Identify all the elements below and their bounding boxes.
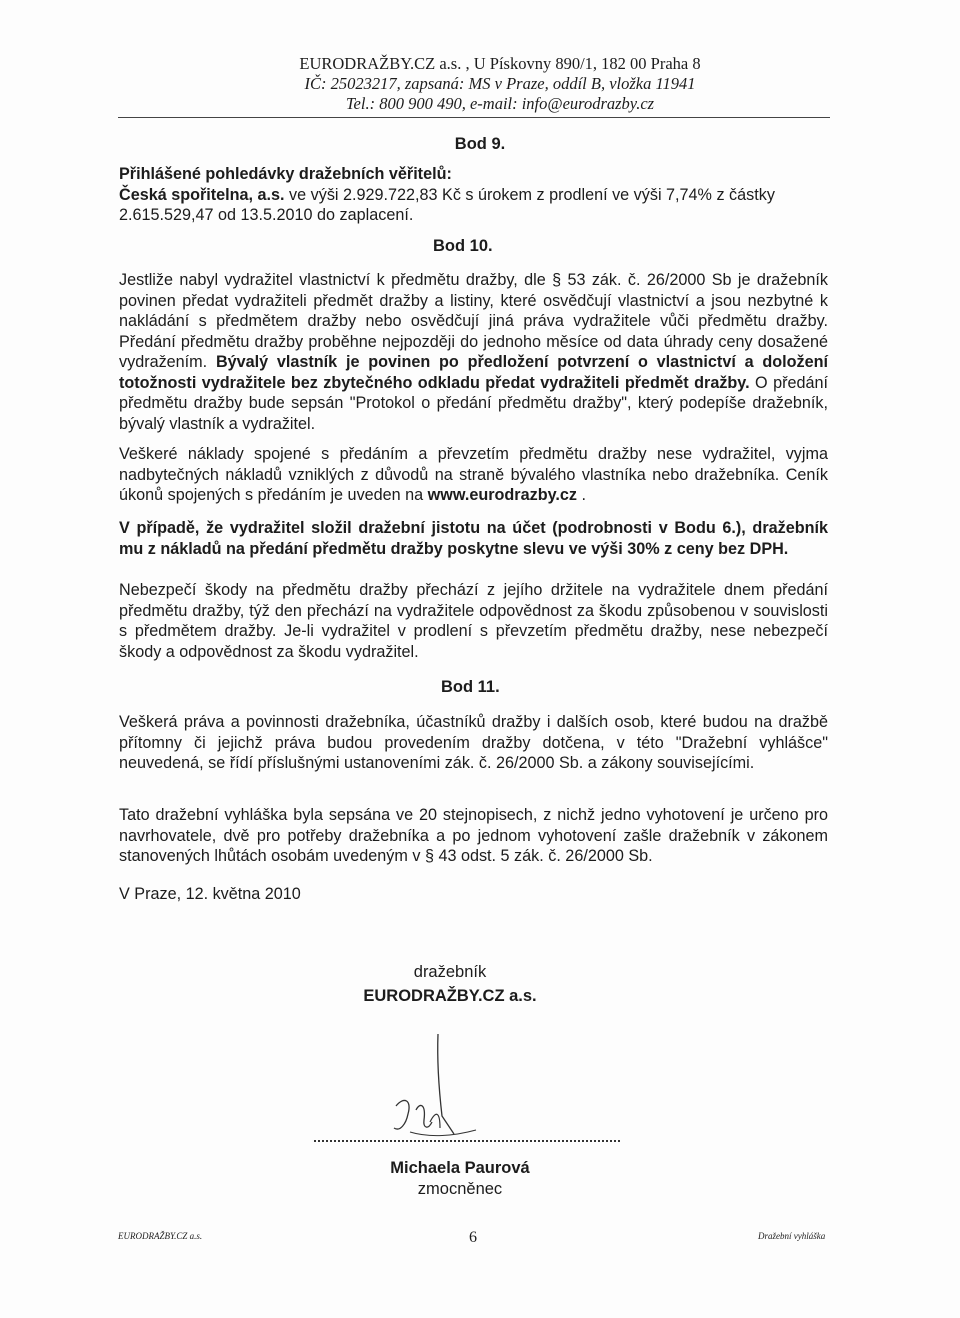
bod10-bold-clause: Bývalý vlastník je povinen po předložení potvrzení o vlastnictví a doložení totožnosti vydražitele bez zbytečného odkladu předat vydražiteli předmět dražby.: [119, 353, 828, 392]
footer-company: EURODRAŽBY.CZ a.s.: [118, 1231, 203, 1241]
signature-role: dražebník: [413, 963, 487, 981]
page-number: 6: [469, 1229, 477, 1246]
section-title-bod9: Bod 9.: [454, 135, 506, 153]
bod10-risk-paragraph: Nebezpečí škody na předmětu dražby přechází z jejího držitele na vydražitele dnem předání předmětu dražby, týž den přechází na vydražitele odpovědnost za škodu způsobenou v souvislosti s předmětem dražby. Je-li vydražitel v prodlení s převzetím předmětu dražby, nese nebezpečí škody a odpovědnost za škodu vydražitel.: [119, 581, 828, 661]
section-title-bod11: Bod 11.: [441, 678, 500, 696]
creditor-line-1: [119, 185, 828, 206]
bod11-paragraph-1: Veškerá práva a povinnosti dražebníka, účastníků dražby i dalších osob, které budou na dražbě přítomny či jejichž práva budou provedením dražby dotčena, v této "Dražební vyhlášce" neuvedená, se řídí příslušnými ustanoveními zák. č. 26/2000 Sb. a zákony souvisejícími.: [119, 713, 828, 772]
website-link[interactable]: www.eurodrazby.cz: [427, 486, 577, 504]
footer-document-title: Dražební vyhláška: [758, 1231, 826, 1241]
section-title-bod10: Bod 10.: [433, 237, 493, 255]
creditor-line-2: 2.615.529,47 od 13.5.2010 do zaplacení.: [119, 206, 414, 224]
bod10-discount-paragraph: V případě, že vydražitel složil dražební jistotu na účet (podrobnosti v Bodu 6.), dražebník mu z nákladů na předání předmětu dražby poskytne slevu ve výši 30% z ceny bez DPH.: [119, 519, 828, 558]
place-and-date: V Praze, 12. května 2010: [119, 885, 301, 903]
header-rule: [118, 117, 830, 118]
creditors-heading: Přihlášené pohledávky dražebních věřitelů:: [119, 165, 452, 183]
signatory-title: zmocněnec: [417, 1180, 503, 1198]
bod10-paragraph-2: Veškeré náklady spojené s předáním a převzetím předmětu dražby nese vydražitel, vyjma nadbytečných nákladů vzniklých z důvodů na straně bývalého vlastníka nebo dražebníka. Ceník úkonů spojených s předáním je uveden na www.eurodrazby.cz .: [119, 445, 828, 504]
signature-company: EURODRAŽBY.CZ a.s.: [363, 987, 537, 1005]
bod10-paragraph-1: Jestliže nabyl vydražitel vlastnictví k předmětu dražby, dle § 53 zák. č. 26/2000 Sb je dražebník povinen předat vydražiteli předmět dražby a listiny, které osvědčují vlastnictví a jsou nezbytné k nakládání s předmětem dražby nebo osvědčují jiná práva vydražitele vůči předmětu dražby. Předání předmětu dražby proběhne nejpozději do jednoho měsíce od data úhrady ceny dosažené vydražením. Bývalý vlastník je povinen po předložení potvrzení o vlastnictví a doložení totožnosti vydražitele bez zbytečného odkladu předat vydražiteli předmět dražby. O předání předmětu dražby bude sepsán "Protokol o předání předmětu dražby", který podepíše dražebník, bývalý vlastník a vydražitel.: [119, 271, 828, 433]
creditor-amount: ve výši 2.929.722,83 Kč s úrokem z prodlení ve výši 7,74% z částky: [284, 186, 775, 204]
header-registration-line: IČ: 25023217, zapsaná: MS v Praze, oddíl B, vložka 11941: [304, 74, 696, 93]
bod11-paragraph-2: Tato dražební vyhláška byla sepsána ve 20 stejnopisech, z nichž jedno vyhotovení je určeno pro navrhovatele, dvě pro potřeby dražebníka a po jednom vyhotovení zašle dražebník v zákonem stanovených lhůtách osobám uvedeným v § 43 odst. 5 zák. č. 26/2000 Sb.: [119, 806, 828, 865]
header-contact-line: Tel.: 800 900 490, e-mail: info@eurodrazby.cz: [345, 94, 655, 113]
signatory-name: Michaela Paurová: [390, 1159, 530, 1177]
creditor-name: Česká spořitelna, a.s.: [119, 186, 285, 204]
signature-dotted-line: [314, 1140, 620, 1142]
header-company-line: EURODRAŽBY.CZ a.s. , U Pískovny 890/1, 182 00 Praha 8: [299, 54, 701, 73]
handwritten-signature: [380, 1030, 490, 1142]
